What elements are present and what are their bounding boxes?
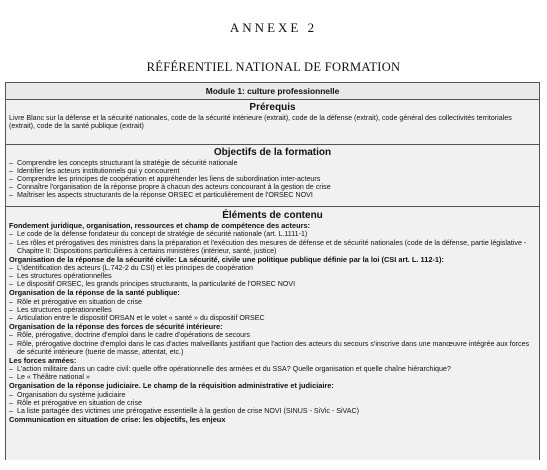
list-item: – Rôle, prérogative doctrine d'emploi dans le cas d'actes malveillants justifiant que l'action des acteurs du secours s'inscrive dans une manœuvre intégrée aux forces de sécurité intérieure (tuerie de masse, attentat, etc.) — [9, 340, 536, 356]
prerequis-text: Livre Blanc sur la défense et la sécurité nationales, code de la sécurité intérieure (extrait), code de la défense (extrait), code général des collectivités territoriales (extrait), code de la santé publique (extrait) — [9, 114, 512, 131]
module-table — [5, 82, 540, 460]
list-item: – L'action militaire dans un cadre civil: quelle offre opérationnelle des armées et du SSA? Quelle organisation et quelle chaîne hiérarchique? — [9, 365, 536, 373]
objectifs-list — [9, 159, 536, 199]
list-item: – Les rôles et prérogatives des ministres dans la préparation et l'exécution des mesures de défense et de sécurité nationales (code de la défense, partie législative - Chapitre II: Dispositions particulières à certains ministères (intérieur, santé, justice) — [9, 239, 536, 255]
objectif-item: – Identifier les acteurs institutionnels qui y concourent — [9, 167, 536, 175]
prerequis-title: Prérequis — [249, 102, 296, 113]
prerequis-section — [6, 100, 539, 145]
objectifs-title: Objectifs de la formation — [213, 147, 332, 158]
list-item: – Rôle et prérogative en situation de crise — [9, 399, 536, 407]
objectif-item: – Connaître l'organisation de la réponse propre à chacun des acteurs concourant à la gestion de crise — [9, 183, 536, 191]
group-list — [9, 391, 536, 415]
list-item: – Les structures opérationnelles — [9, 272, 536, 280]
list-item: – Le « Théâtre national » — [9, 373, 536, 381]
list-item: – Rôle, prérogative, doctrine d'emploi dans le cadre d'opérations de secours — [9, 331, 536, 339]
group-heading: Fondement juridique, organisation, ressources et champ de compétence des acteurs: — [9, 221, 311, 230]
list-item: – Rôle et prérogative en situation de crise — [9, 298, 536, 306]
group-heading: Organisation de la réponse des forces de sécurité intérieure: — [9, 322, 223, 332]
group-heading: Organisation de la réponse judiciaire. Le champ de la réquisition administrative et judiciaire: — [9, 381, 334, 391]
list-item: – Le dispositif ORSEC, les grands principes structurants, la particularité de l'ORSEC NOVI — [9, 280, 536, 288]
elements-section — [6, 207, 539, 460]
list-item: – Le code de la défense fondateur du concept de stratégie de sécurité nationale (art. L.1111-1) — [9, 230, 536, 238]
group-list — [9, 298, 536, 322]
list-item: – L'identification des acteurs (L.742-2 du CSI) et les principes de coopération — [9, 264, 536, 272]
group-list — [9, 230, 536, 254]
annexe-heading: ANNEXE 2 — [229, 20, 318, 35]
list-item: – Articulation entre le dispositif ORSAN et le volet « santé » du dispositif ORSEC — [9, 314, 536, 322]
objectif-item: – Maîtriser les aspects structurants de la réponse ORSEC et particulièrement de l'ORSEC NOVI — [9, 191, 536, 199]
group-heading: Organisation de la réponse de la santé publique: — [9, 288, 180, 298]
group-list — [9, 331, 536, 355]
module-title: Module 1: culture professionnelle — [6, 83, 539, 100]
list-item: – Les structures opérationnelles — [9, 306, 536, 314]
list-item: – La liste partagée des victimes une prérogative essentielle à la gestion de crise NOVI (SINUS - SiVic - SiVAC) — [9, 407, 536, 415]
group-list — [9, 264, 536, 288]
objectif-item: – Comprendre les principes de coopération et appréhender les liens de subordination inter-acteurs — [9, 175, 536, 183]
objectif-item: – Comprendre les concepts structurant la stratégie de sécurité nationale — [9, 159, 536, 167]
document-title: RÉFÉRENTIEL NATIONAL DE FORMATION — [146, 60, 401, 74]
group-heading: Communication en situation de crise: les objectifs, les enjeux — [9, 415, 226, 425]
objectifs-section — [6, 145, 539, 207]
group-heading: Les forces armées: — [9, 355, 77, 365]
list-item: – Organisation du système judiciaire — [9, 391, 536, 399]
group-list — [9, 365, 536, 381]
elements-title: Éléments de contenu — [222, 210, 323, 221]
group-heading: Organisation de la réponse de la sécurité civile: La sécurité, civile une politique publique définie par la loi (CSI art. L. 112-1): — [9, 254, 444, 264]
